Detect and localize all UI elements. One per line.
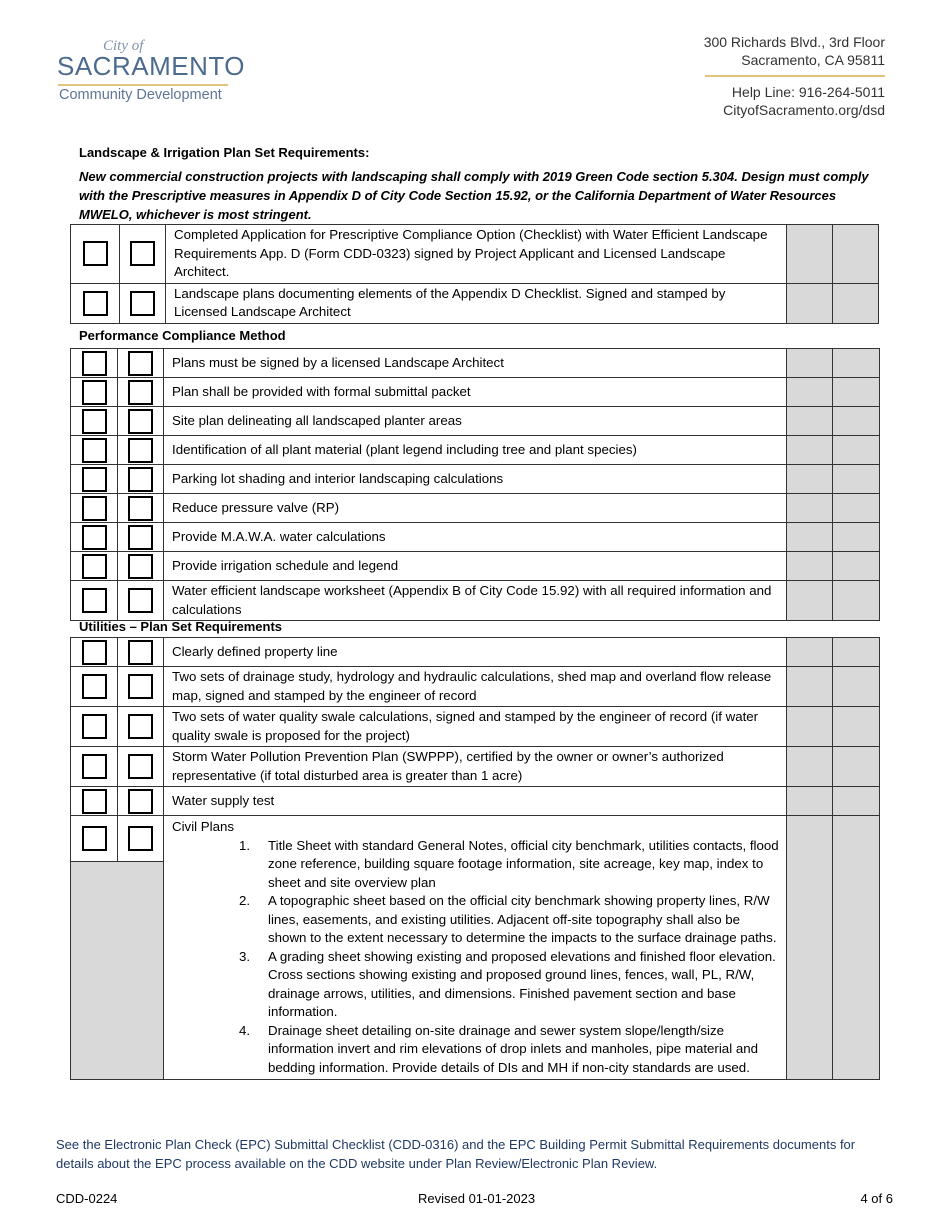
checkbox[interactable] (82, 640, 107, 665)
shaded-cell (833, 638, 880, 667)
checkbox[interactable] (128, 714, 153, 739)
shaded-cell (833, 581, 880, 621)
checkbox-cell[interactable] (118, 787, 164, 816)
shaded-cell (833, 436, 880, 465)
table-row (71, 552, 880, 581)
landscape-intro: New commercial construction projects with landscaping shall comply with 2019 Green Code section 5.304. Design must comply with the Prescriptive measures in Appendix D of City Code Section 15.92, or the California Department of Water Resources MWELO, whichever is most stringent. (79, 169, 869, 222)
checkbox-cell[interactable] (118, 465, 164, 494)
requirement-text: Completed Application for Prescriptive Compliance Option (Checklist) with Water Efficient Landscape Requirements App. D (Form CDD-0323) signed by Project Applicant and Licensed Landscape Architect. (166, 225, 787, 284)
address-line-1: 300 Richards Blvd., 3rd Floor (703, 34, 885, 50)
shaded-cell (787, 436, 833, 465)
checkbox-cell[interactable] (71, 787, 118, 816)
requirement-text: Two sets of drainage study, hydrology and hydraulic calculations, shed map and overland flow release map, signed and stamped by the engineer of record (164, 667, 787, 707)
checkbox[interactable] (130, 291, 155, 316)
checkbox[interactable] (83, 291, 108, 316)
checkbox[interactable] (128, 754, 153, 779)
shaded-cell (833, 283, 879, 323)
shaded-cell (833, 747, 880, 787)
shaded-cell (787, 552, 833, 581)
checkbox-cell[interactable] (71, 465, 118, 494)
checkbox-cell[interactable] (120, 225, 166, 284)
checkbox-cell[interactable] (71, 225, 120, 284)
checkbox[interactable] (128, 409, 153, 434)
shaded-cell (787, 747, 833, 787)
shaded-cell (833, 407, 880, 436)
checkbox-cell[interactable] (71, 523, 118, 552)
civil-plan-item (239, 837, 780, 893)
checkbox-cell[interactable] (118, 552, 164, 581)
civil-plan-number: 1. (239, 837, 251, 853)
checkbox[interactable] (82, 351, 107, 376)
table-row (71, 436, 880, 465)
shaded-cell (787, 465, 833, 494)
table-row (71, 747, 880, 787)
checkbox[interactable] (82, 674, 107, 699)
civil-plans-list (172, 837, 780, 1078)
checkbox[interactable] (82, 409, 107, 434)
shaded-cell (833, 465, 880, 494)
checkbox-cell[interactable] (71, 349, 118, 378)
table-row (71, 225, 879, 284)
table-row (71, 349, 880, 378)
checkbox[interactable] (82, 525, 107, 550)
performance-table (70, 348, 880, 621)
civil-plans-cell (164, 816, 787, 1080)
checkbox[interactable] (128, 351, 153, 376)
checkbox-cell[interactable] (71, 436, 118, 465)
civil-plan-text: Drainage sheet detailing on-site drainage and sewer system slope/length/size information invert and rim elevations of drop inlets and manholes, pipe material and bedding information. Provide details of DIs and MH if non-city standards are used. (268, 1022, 759, 1075)
shaded-cell (833, 552, 880, 581)
shaded-cell (833, 349, 880, 378)
checkbox[interactable] (128, 380, 153, 405)
checkbox[interactable] (82, 789, 107, 814)
logo-name: SACRAMENTO (57, 51, 245, 81)
checkbox-cell[interactable] (118, 436, 164, 465)
checkbox-cell[interactable] (118, 638, 164, 667)
address-rule (705, 75, 885, 77)
epc-note: See the Electronic Plan Check (EPC) Submittal Checklist (CDD-0316) and the EPC Building Permit Submittal Requirements documents for details about the EPC process available on the CDD website under Plan Review/Electronic Plan Review. (56, 1137, 856, 1171)
logo-department: Community Development (59, 87, 222, 103)
checkbox[interactable] (128, 588, 153, 613)
checkbox-cell[interactable] (118, 523, 164, 552)
shaded-cell (787, 787, 833, 816)
checkbox-cell[interactable] (118, 349, 164, 378)
shaded-cell (787, 349, 833, 378)
checkbox[interactable] (128, 674, 153, 699)
table-row (71, 283, 879, 323)
shaded-cell (833, 707, 880, 747)
checkbox-cell[interactable] (120, 283, 166, 323)
checkbox[interactable] (128, 438, 153, 463)
checkbox[interactable] (128, 554, 153, 579)
requirement-text: Identification of all plant material (plant legend including tree and plant species) (164, 436, 787, 465)
checkbox-cell[interactable] (71, 667, 118, 707)
checkbox-cell[interactable] (71, 816, 118, 862)
landscape-table (70, 224, 879, 324)
utilities-table (70, 637, 880, 1080)
checkbox[interactable] (82, 467, 107, 492)
requirement-text: Provide M.A.W.A. water calculations (164, 523, 787, 552)
checkbox-cell[interactable] (118, 747, 164, 787)
table-row (71, 465, 880, 494)
checkbox-cell[interactable] (71, 638, 118, 667)
table-row (71, 407, 880, 436)
requirement-text: Landscape plans documenting elements of the Appendix D Checklist. Signed and stamped by Licensed Landscape Architect (166, 283, 787, 323)
checkbox[interactable] (83, 241, 108, 266)
checkbox[interactable] (82, 554, 107, 579)
civil-plan-number: 3. (239, 948, 251, 964)
address-block (704, 33, 885, 119)
table-row (71, 667, 880, 707)
shaded-cell (833, 787, 880, 816)
checkbox[interactable] (130, 241, 155, 266)
form-id: CDD-0224 (56, 1191, 118, 1206)
civil-plan-number: 4. (239, 1022, 251, 1038)
civil-plan-item (239, 892, 780, 948)
shaded-cell (787, 378, 833, 407)
table-row (71, 523, 880, 552)
table-row (71, 638, 880, 667)
requirement-text: Water efficient landscape worksheet (Appendix B of City Code 15.92) with all required information and calculations (164, 581, 787, 621)
shaded-cell (787, 581, 833, 621)
checkbox[interactable] (82, 714, 107, 739)
checkbox[interactable] (82, 588, 107, 613)
table-row (71, 581, 880, 621)
table-row (71, 707, 880, 747)
requirement-text: Site plan delineating all landscaped planter areas (164, 407, 787, 436)
address-line-2: Sacramento, CA 95811 (741, 52, 885, 68)
checkbox[interactable] (82, 438, 107, 463)
requirement-text: Reduce pressure valve (RP) (164, 494, 787, 523)
civil-plan-item (239, 1022, 780, 1078)
requirement-text: Plans must be signed by a licensed Landscape Architect (164, 349, 787, 378)
shaded-cell (833, 667, 880, 707)
shaded-cell (787, 523, 833, 552)
shaded-cell (787, 225, 833, 284)
page-number: 4 of 6 (860, 1191, 893, 1206)
requirement-text: Parking lot shading and interior landscaping calculations (164, 465, 787, 494)
civil-plan-text: Title Sheet with standard General Notes, official city benchmark, utilities contacts, flood zone reference, building square footage information, site acreage, key map, index to sheet and site overview plan (268, 837, 779, 890)
requirement-text: Water supply test (164, 787, 787, 816)
table-row (71, 378, 880, 407)
civil-plan-item (239, 948, 780, 1022)
checkbox-cell[interactable] (71, 552, 118, 581)
utilities-heading: Utilities – Plan Set Requirements (79, 619, 283, 634)
checkbox-cell[interactable] (71, 378, 118, 407)
shaded-cell (833, 378, 880, 407)
shaded-cell (833, 494, 880, 523)
checkbox[interactable] (128, 525, 153, 550)
checkbox[interactable] (128, 467, 153, 492)
shaded-cell (833, 225, 879, 284)
checkbox-cell[interactable] (118, 378, 164, 407)
revised-date: Revised 01-01-2023 (418, 1191, 536, 1206)
shaded-cell (833, 816, 880, 1080)
checkbox[interactable] (82, 380, 107, 405)
checkbox[interactable] (128, 640, 153, 665)
checkbox-cell[interactable] (118, 707, 164, 747)
checkbox-cell[interactable] (71, 707, 118, 747)
table-row (71, 787, 880, 816)
checkbox-cell[interactable] (118, 667, 164, 707)
civil-plan-text: A topographic sheet based on the official city benchmark showing property lines, R/W lines, easements, and existing utilities. Adjacent off-site topography shall also be shown to the extent necessary to determine the impacts to the surface drainage paths. (268, 893, 777, 945)
checkbox-cell[interactable] (71, 283, 120, 323)
checkbox-cell[interactable] (71, 747, 118, 787)
requirement-text: Storm Water Pollution Prevention Plan (SWPPP), certified by the owner or owner’s authorized representative (if total disturbed area is greater than 1 acre) (164, 747, 787, 787)
shaded-cell (833, 523, 880, 552)
logo-city-text: City of (103, 38, 144, 54)
checkbox[interactable] (82, 754, 107, 779)
shaded-cell (787, 283, 833, 323)
shaded-cell (787, 494, 833, 523)
civil-plan-number: 2. (239, 893, 251, 908)
requirement-text: Provide irrigation schedule and legend (164, 552, 787, 581)
checkbox-cell[interactable] (118, 816, 164, 862)
shaded-cell (787, 816, 833, 1080)
checkbox-cell[interactable] (71, 407, 118, 436)
performance-heading: Performance Compliance Method (79, 328, 286, 343)
requirement-text: Plan shall be provided with formal submittal packet (164, 378, 787, 407)
checkbox[interactable] (128, 826, 153, 851)
checkbox-cell[interactable] (118, 494, 164, 523)
requirement-text: Two sets of water quality swale calculations, signed and stamped by the engineer of record (if water quality swale is proposed for the project) (164, 707, 787, 747)
landscape-heading: Landscape & Irrigation Plan Set Requirements: (79, 145, 370, 160)
checkbox-cell[interactable] (118, 581, 164, 621)
checkbox-cell[interactable] (71, 494, 118, 523)
shaded-cell (71, 862, 164, 1080)
shaded-cell (787, 407, 833, 436)
civil-plans-title: Civil Plans (172, 819, 235, 834)
civil-plan-text: A grading sheet showing existing and proposed elevations and finished floor elevation. Cross sections showing existing and proposed ground lines, fences, wall, PL, R/W, drainage arrows, utilities, and dimensions. Finished pavement section and base information. (268, 948, 776, 1019)
checkbox[interactable] (128, 496, 153, 521)
checkbox[interactable] (82, 826, 107, 851)
logo-rule (58, 84, 228, 86)
checkbox-cell[interactable] (71, 581, 118, 621)
shaded-cell (787, 638, 833, 667)
checkbox-cell[interactable] (118, 407, 164, 436)
checkbox[interactable] (82, 496, 107, 521)
shaded-cell (787, 707, 833, 747)
requirement-text: Clearly defined property line (164, 638, 787, 667)
table-row (71, 816, 880, 862)
shaded-cell (787, 667, 833, 707)
checkbox[interactable] (128, 789, 153, 814)
table-row (71, 494, 880, 523)
helpline: Help Line: 916-264-5011 (731, 84, 885, 100)
website: CityofSacramento.org/dsd (723, 102, 885, 118)
